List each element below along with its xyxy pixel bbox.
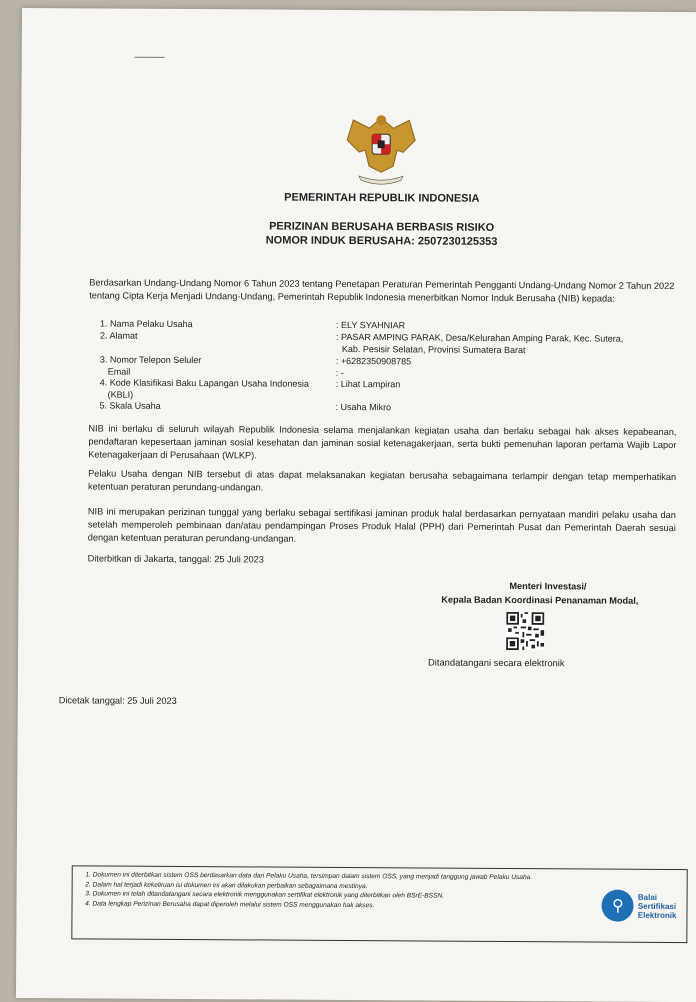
field-label-alamat: 2. Alamat: [99, 330, 138, 341]
field-label-telepon: 3. Nomor Telepon Seluler: [99, 354, 202, 366]
paragraph-halal: NIB ini merupakan perizinan tunggal yang berlaku sebagai sertifikasi jaminan produk halal berdasarkan pernyataan mandiri pelaku usaha dan setelah memperoleh pembinaan dan/atau pendampingan Proses Produk Halal (PPH) dari Pemerintah Pusat dan Pemerintah Daerah sesuai dengan ketentuan peraturan perundang-undangan.: [87, 506, 676, 544]
document-page: [16, 8, 696, 1002]
field-value-alamat: : PASAR AMPING PARAK, Desa/Kelurahan Amping Parak, Kec. Sutera,: [335, 331, 624, 344]
footer-note: 2. Dalam hal terjadi kekeliruan isi dokumen ini akan dilakukan perbaikan sebagaimana mestinya.: [93, 880, 573, 892]
government-heading: PEMERINTAH REPUBLIK INDONESIA: [284, 191, 480, 205]
intro-text: Berdasarkan Undang-Undang Nomor 6 Tahun 2023 tentang Penetapan Peraturan Pemerintah Pengganti Undang-Undang Nomor 2 Tahun 2022 tentang Cipta Kerja Menjadi Undang-Undang, Pemerintah Republik Indonesia menerbitkan Nomor Induk Berusaha (NIB) kepada:: [89, 277, 675, 304]
footer-note: 3. Dokumen ini telah ditandatangani secara elektronik menggunakan sertifikat elektronik yang diterbitkan oleh BSrE-BSSN.: [93, 889, 573, 901]
footer-notes-list: [73, 870, 573, 911]
document-title: PERIZINAN BERUSAHA BERBASIS RISIKO: [269, 220, 495, 234]
field-label-kbli-cont: (KBLI): [107, 389, 134, 400]
field-label-kbli: 4. Kode Klasifikasi Baku Lapangan Usaha Indonesia: [99, 377, 309, 389]
field-label-skala: 5. Skala Usaha: [99, 400, 161, 411]
signatory-title: Menteri Investasi/: [509, 580, 587, 592]
field-value-skala: : Usaha Mikro: [335, 401, 392, 413]
paragraph-activity: Pelaku Usaha dengan NIB tersebut di atas dapat melaksanakan kegiatan berusaha sebagaimana terlampir dengan tetap memperhatikan ketentuan peraturan perundang-undangan.: [88, 468, 677, 493]
bsre-emblem-icon: ⚲: [602, 890, 634, 922]
signatory-office: Kepala Badan Koordinasi Penanaman Modal,: [441, 594, 639, 606]
footer-note: 1. Dokumen ini diterbitkan sistem OSS berdasarkan data dari Pelaku Usaha, tersimpan dalam sistem OSS, yang menjadi tanggung jawab Pelaku Usaha.: [93, 870, 573, 882]
field-value-kbli: : Lihat Lampiran: [335, 378, 401, 390]
field-label-nama: 1. Nama Pelaku Usaha: [100, 318, 193, 330]
footer-note: 4. Data lengkap Perizinan Berusaha dapat diperoleh melalui sistem OSS menggunakan hak akses.: [93, 899, 573, 911]
bsre-logo: [602, 890, 677, 922]
qr-code-icon: [506, 612, 544, 650]
electronic-signature-note: Ditandatangani secara elektronik: [427, 656, 565, 669]
field-value-alamat-cont: Kab. Pesisir Selatan, Provinsi Sumatera Barat: [341, 343, 526, 356]
field-value-nama: : ELY SYAHNIAR: [336, 319, 406, 331]
pen-mark: [135, 57, 165, 58]
paragraph-validity: NIB ini berlaku di seluruh wilayah Republik Indonesia selama menjalankan kegiatan usaha dan berlaku sebagai hak akses kepabeanan, pendaftaran kepesertaan jaminan sosial kesehatan dan jaminan sosial ketenagakerjaan, serta bukti pemenuhan laporan pertama Wajib Lapor Ketenagakerjaan di Perusahaan (WLKP).: [88, 423, 677, 461]
nib-number: NOMOR INDUK BERUSAHA: 2507230125353: [265, 234, 498, 248]
field-label-email: Email: [107, 366, 131, 377]
field-value-email: : -: [335, 367, 344, 378]
field-value-telepon: : +6282350908785: [335, 355, 412, 367]
printed-date: Dicetak tanggal: 25 Juli 2023: [58, 695, 177, 706]
bsre-text: Balai Sertifikasi Elektronik: [637, 892, 677, 920]
footer-notes-box: [71, 865, 687, 943]
garuda-emblem-icon: [339, 110, 423, 187]
issued-date: Diterbitkan di Jakarta, tanggal: 25 Juli 2023: [87, 553, 264, 565]
